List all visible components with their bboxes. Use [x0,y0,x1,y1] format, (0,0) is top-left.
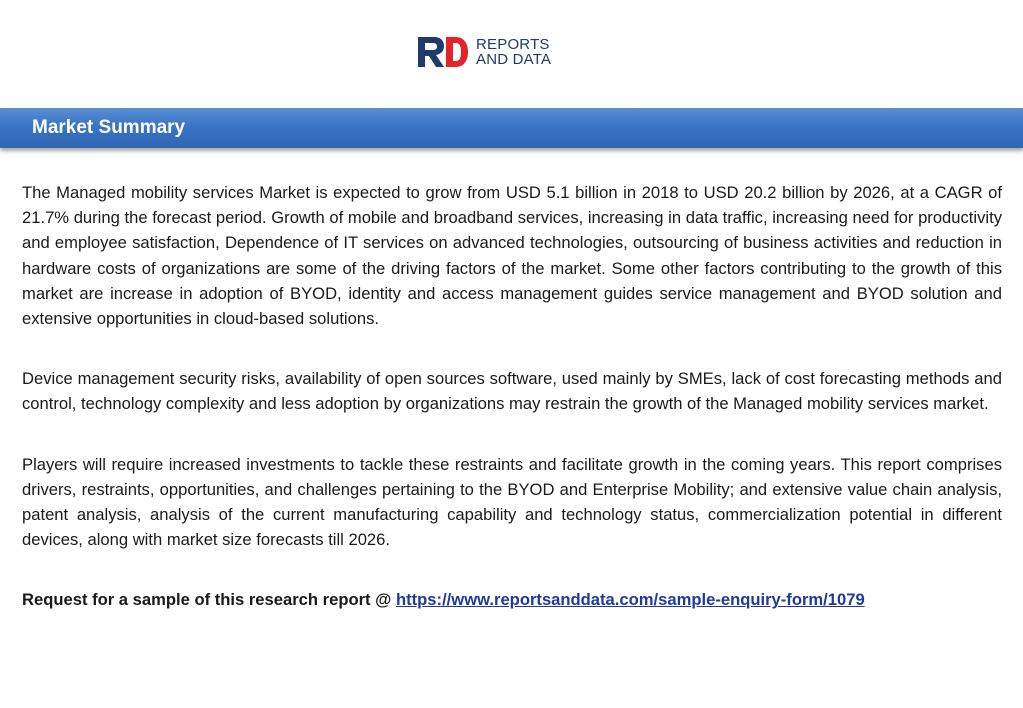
sample-request-link[interactable]: https://www.reportsanddata.com/sample-enquiry-form/1079 [395,590,865,610]
rd-logo-mark-icon [416,35,470,69]
section-header-band [0,108,1023,148]
logo-line-1: REPORTS [476,36,550,53]
paragraph-report-scope: Players will require increased investments to tackle these restraints and facilitate growth in the coming years. This report comprises drivers, restraints, opportunities, and challenges pertaining to the BYOD and Enterprise Mobility; and extensive value chain analysis, patent analysis, analysis of the current manufacturing capability and technology status, commercialization potential in different devices, along with market size forecasts till 2026. [22,454,1002,550]
sample-request-line [22,587,1002,612]
market-summary-content [22,180,1002,648]
sample-request-label: Request for a sample of this research report @ [22,590,396,610]
logo-wordmark [476,37,551,67]
paragraph-restraints: Device management security risks, availability of open sources software, used mainly by SMEs, lack of cost forecasting methods and control, technology complexity and less adoption by organizations may restrain the growth of the Managed mobility services market. [22,369,1002,414]
logo-line-2: AND DATA [476,51,552,68]
brand-logo [416,35,551,69]
paragraph-market-growth: The Managed mobility services Market is expected to grow from USD 5.1 billion in 2018 to USD 20.2 billion by 2026, at a CAGR of 21.7% during the forecast period. Growth of mobile and broadband services, increasing in data traffic, increasing need for productivity and employee satisfaction, Dependence of IT services on advanced technologies, outsourcing of business activities and reduction in hardware costs of organizations are some of the driving factors of the market. Some other factors contributing to the growth of this market are increase in adoption of BYOD, identity and access management guides service management and BYOD solution and extensive opportunities in cloud-based solutions. [22,183,1002,329]
section-title: Market Summary [32,117,186,138]
